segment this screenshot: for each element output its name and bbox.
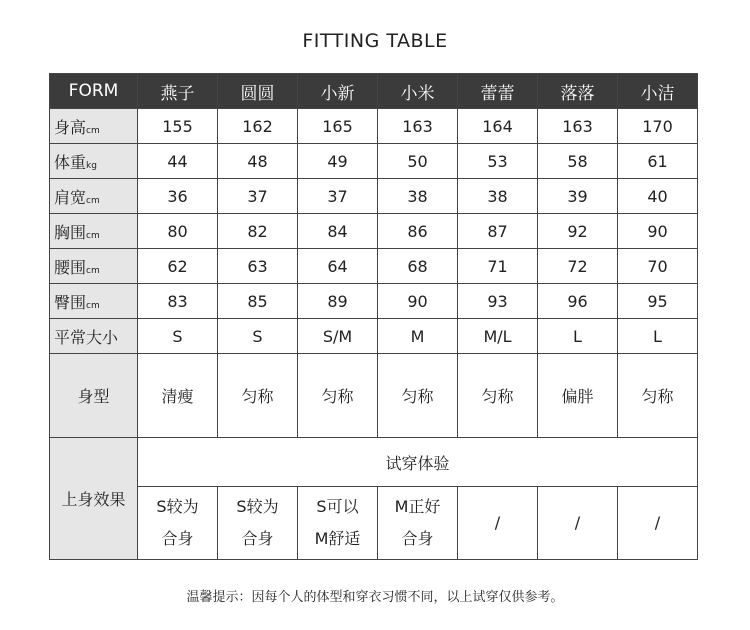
table-cell: 95 xyxy=(618,284,698,319)
table-row xyxy=(50,179,698,214)
header-person: 落落 xyxy=(538,74,618,109)
table-cell: 155 xyxy=(138,109,218,144)
table-row xyxy=(50,109,698,144)
table-cell: 49 xyxy=(298,144,378,179)
table-cell: 165 xyxy=(298,109,378,144)
table-cell: 58 xyxy=(538,144,618,179)
table-cell: 162 xyxy=(218,109,298,144)
row-label-text: 体重 xyxy=(54,152,87,172)
header-form: FORM xyxy=(50,74,138,109)
effect-line: S较为 xyxy=(156,497,199,516)
table-cell xyxy=(618,487,698,560)
table-cell: S/M xyxy=(298,319,378,354)
table-cell: 44 xyxy=(138,144,218,179)
fitting-table xyxy=(49,73,698,560)
table-cell: 96 xyxy=(538,284,618,319)
table-cell: 53 xyxy=(458,144,538,179)
table-cell: 89 xyxy=(298,284,378,319)
effect-line: 合身 xyxy=(241,529,274,548)
table-cell xyxy=(138,487,218,560)
table-cell xyxy=(298,487,378,560)
row-label xyxy=(50,179,138,214)
header-person: 小洁 xyxy=(618,74,698,109)
table-cell xyxy=(218,487,298,560)
page-title: FITTING TABLE xyxy=(302,30,448,52)
table-cell: 63 xyxy=(218,249,298,284)
table-cell: L xyxy=(618,319,698,354)
header-person: 小米 xyxy=(378,74,458,109)
table-cell: 170 xyxy=(618,109,698,144)
effect-line: M正好 xyxy=(394,497,441,516)
effect-heading: 试穿体验 xyxy=(138,438,698,487)
table-cell: 62 xyxy=(138,249,218,284)
row-label xyxy=(50,249,138,284)
row-label-text: 腰围 xyxy=(54,257,87,277)
table-cell: 163 xyxy=(378,109,458,144)
table-cell: 清瘦 xyxy=(138,354,218,438)
table-cell: 68 xyxy=(378,249,458,284)
table-cell: 87 xyxy=(458,214,538,249)
row-label xyxy=(50,319,138,354)
row-label-text: 臀围 xyxy=(54,292,87,312)
table-cell: 37 xyxy=(218,179,298,214)
header-person: 小新 xyxy=(298,74,378,109)
table-row xyxy=(50,284,698,319)
table-cell: 163 xyxy=(538,109,618,144)
table-cell: 82 xyxy=(218,214,298,249)
row-label-unit: kg xyxy=(86,160,97,171)
table-cell: 90 xyxy=(378,284,458,319)
table-cell xyxy=(458,487,538,560)
effect-line: / xyxy=(494,513,501,532)
row-label-unit: cm xyxy=(86,195,100,206)
effect-heading-row xyxy=(50,438,698,487)
row-label xyxy=(50,214,138,249)
table-cell: 39 xyxy=(538,179,618,214)
footnote: 温馨提示：因每个人的体型和穿衣习惯不同，以上试穿仅供参考。 xyxy=(186,590,564,605)
table-row xyxy=(50,144,698,179)
header-person: 燕子 xyxy=(138,74,218,109)
table-cell: S xyxy=(218,319,298,354)
table-cell: 匀称 xyxy=(618,354,698,438)
header-row xyxy=(50,74,698,109)
table-cell: M xyxy=(378,319,458,354)
table-cell: 164 xyxy=(458,109,538,144)
row-label-text: 身高 xyxy=(54,117,87,137)
row-label xyxy=(50,144,138,179)
row-label-text: 平常大小 xyxy=(54,327,119,347)
table-cell: 70 xyxy=(618,249,698,284)
table-cell: 37 xyxy=(298,179,378,214)
table-cell xyxy=(378,487,458,560)
table-cell: 50 xyxy=(378,144,458,179)
row-label-unit: cm xyxy=(86,265,100,276)
table-cell: 偏胖 xyxy=(538,354,618,438)
table-cell: 93 xyxy=(458,284,538,319)
table-cell: 匀称 xyxy=(218,354,298,438)
table-cell: 40 xyxy=(618,179,698,214)
body-type-label: 身型 xyxy=(50,354,138,438)
table-cell: 匀称 xyxy=(298,354,378,438)
table-row xyxy=(50,319,698,354)
header-person: 蕾蕾 xyxy=(458,74,538,109)
table-cell: 38 xyxy=(378,179,458,214)
table-cell xyxy=(538,487,618,560)
table-cell: 85 xyxy=(218,284,298,319)
table-cell: 80 xyxy=(138,214,218,249)
effect-line: M舒适 xyxy=(314,529,361,548)
table-cell: 38 xyxy=(458,179,538,214)
effect-line: 合身 xyxy=(161,529,194,548)
effect-line: 合身 xyxy=(401,529,434,548)
row-label-unit: cm xyxy=(86,125,100,136)
table-cell: 61 xyxy=(618,144,698,179)
table-cell: 匀称 xyxy=(378,354,458,438)
effect-line: S较为 xyxy=(236,497,279,516)
table-cell: 83 xyxy=(138,284,218,319)
row-label xyxy=(50,109,138,144)
effect-row xyxy=(50,487,698,560)
header-person: 圆圆 xyxy=(218,74,298,109)
table-cell: 71 xyxy=(458,249,538,284)
row-label-unit: cm xyxy=(86,300,100,311)
effect-line: / xyxy=(574,513,581,532)
row-label xyxy=(50,284,138,319)
row-label-text: 肩宽 xyxy=(54,187,87,207)
effect-line: / xyxy=(654,513,661,532)
table-cell: 72 xyxy=(538,249,618,284)
table-cell: 84 xyxy=(298,214,378,249)
table-cell: L xyxy=(538,319,618,354)
table-cell: M/L xyxy=(458,319,538,354)
row-label-unit: cm xyxy=(86,230,100,241)
table-cell: 64 xyxy=(298,249,378,284)
table-cell: S xyxy=(138,319,218,354)
table-cell: 90 xyxy=(618,214,698,249)
table-cell: 匀称 xyxy=(458,354,538,438)
effect-label: 上身效果 xyxy=(50,438,138,560)
table-cell: 48 xyxy=(218,144,298,179)
effect-line: S可以 xyxy=(316,497,359,516)
body-type-row xyxy=(50,354,698,438)
row-label-text: 胸围 xyxy=(54,222,87,242)
table-cell: 36 xyxy=(138,179,218,214)
table-row xyxy=(50,214,698,249)
table-cell: 86 xyxy=(378,214,458,249)
table-cell: 92 xyxy=(538,214,618,249)
table-row xyxy=(50,249,698,284)
